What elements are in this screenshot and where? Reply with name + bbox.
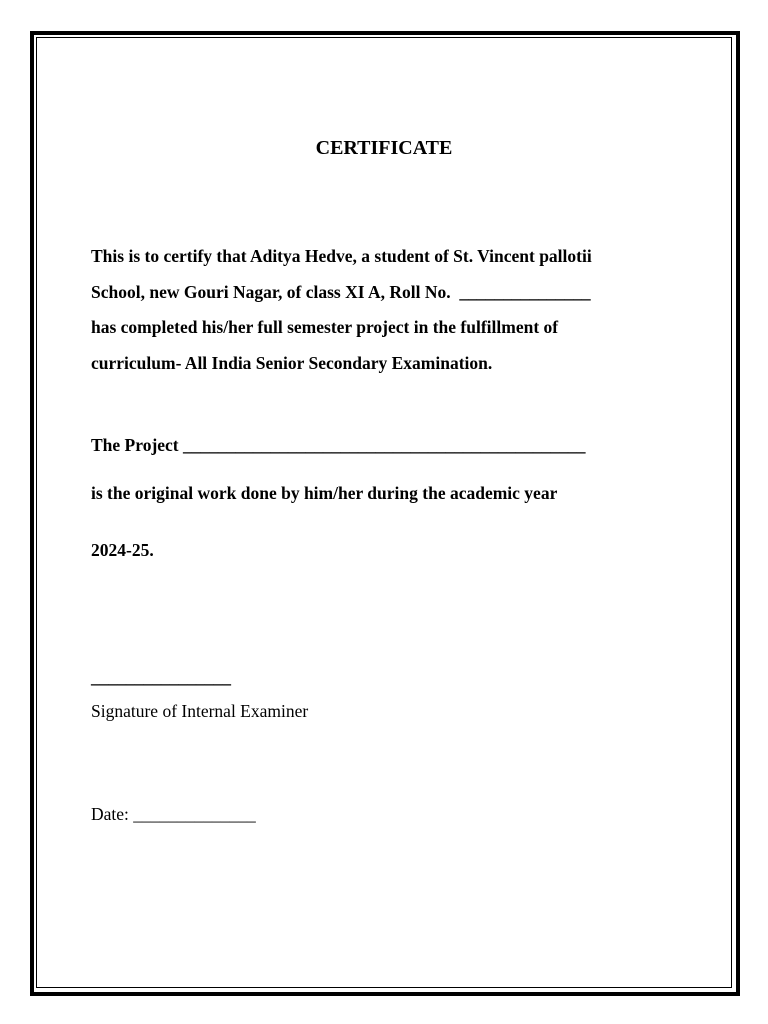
signature-label: Signature of Internal Examiner: [91, 701, 309, 721]
certificate-title: CERTIFICATE: [315, 137, 453, 159]
academic-year: 2024-25.: [91, 540, 154, 560]
certify-line-4: curriculum- All India Senior Secondary Examination.: [91, 353, 493, 373]
certify-line-3: has completed his/her full semester project in the fulfillment of: [91, 317, 559, 337]
certify-line-2: School, new Gouri Nagar, of class XI A, Roll No. _______________: [91, 282, 591, 302]
certify-line-1: This is to certify that Aditya Hedve, a student of St. Vincent pallotii: [91, 246, 592, 266]
project-line: The Project ______________________________________________: [91, 435, 586, 455]
date-line: Date: ______________: [91, 804, 256, 824]
signature-blank: ________________: [91, 667, 231, 687]
certificate-inner-border: [36, 37, 732, 988]
original-work-line: is the original work done by him/her during the academic year: [91, 483, 558, 503]
